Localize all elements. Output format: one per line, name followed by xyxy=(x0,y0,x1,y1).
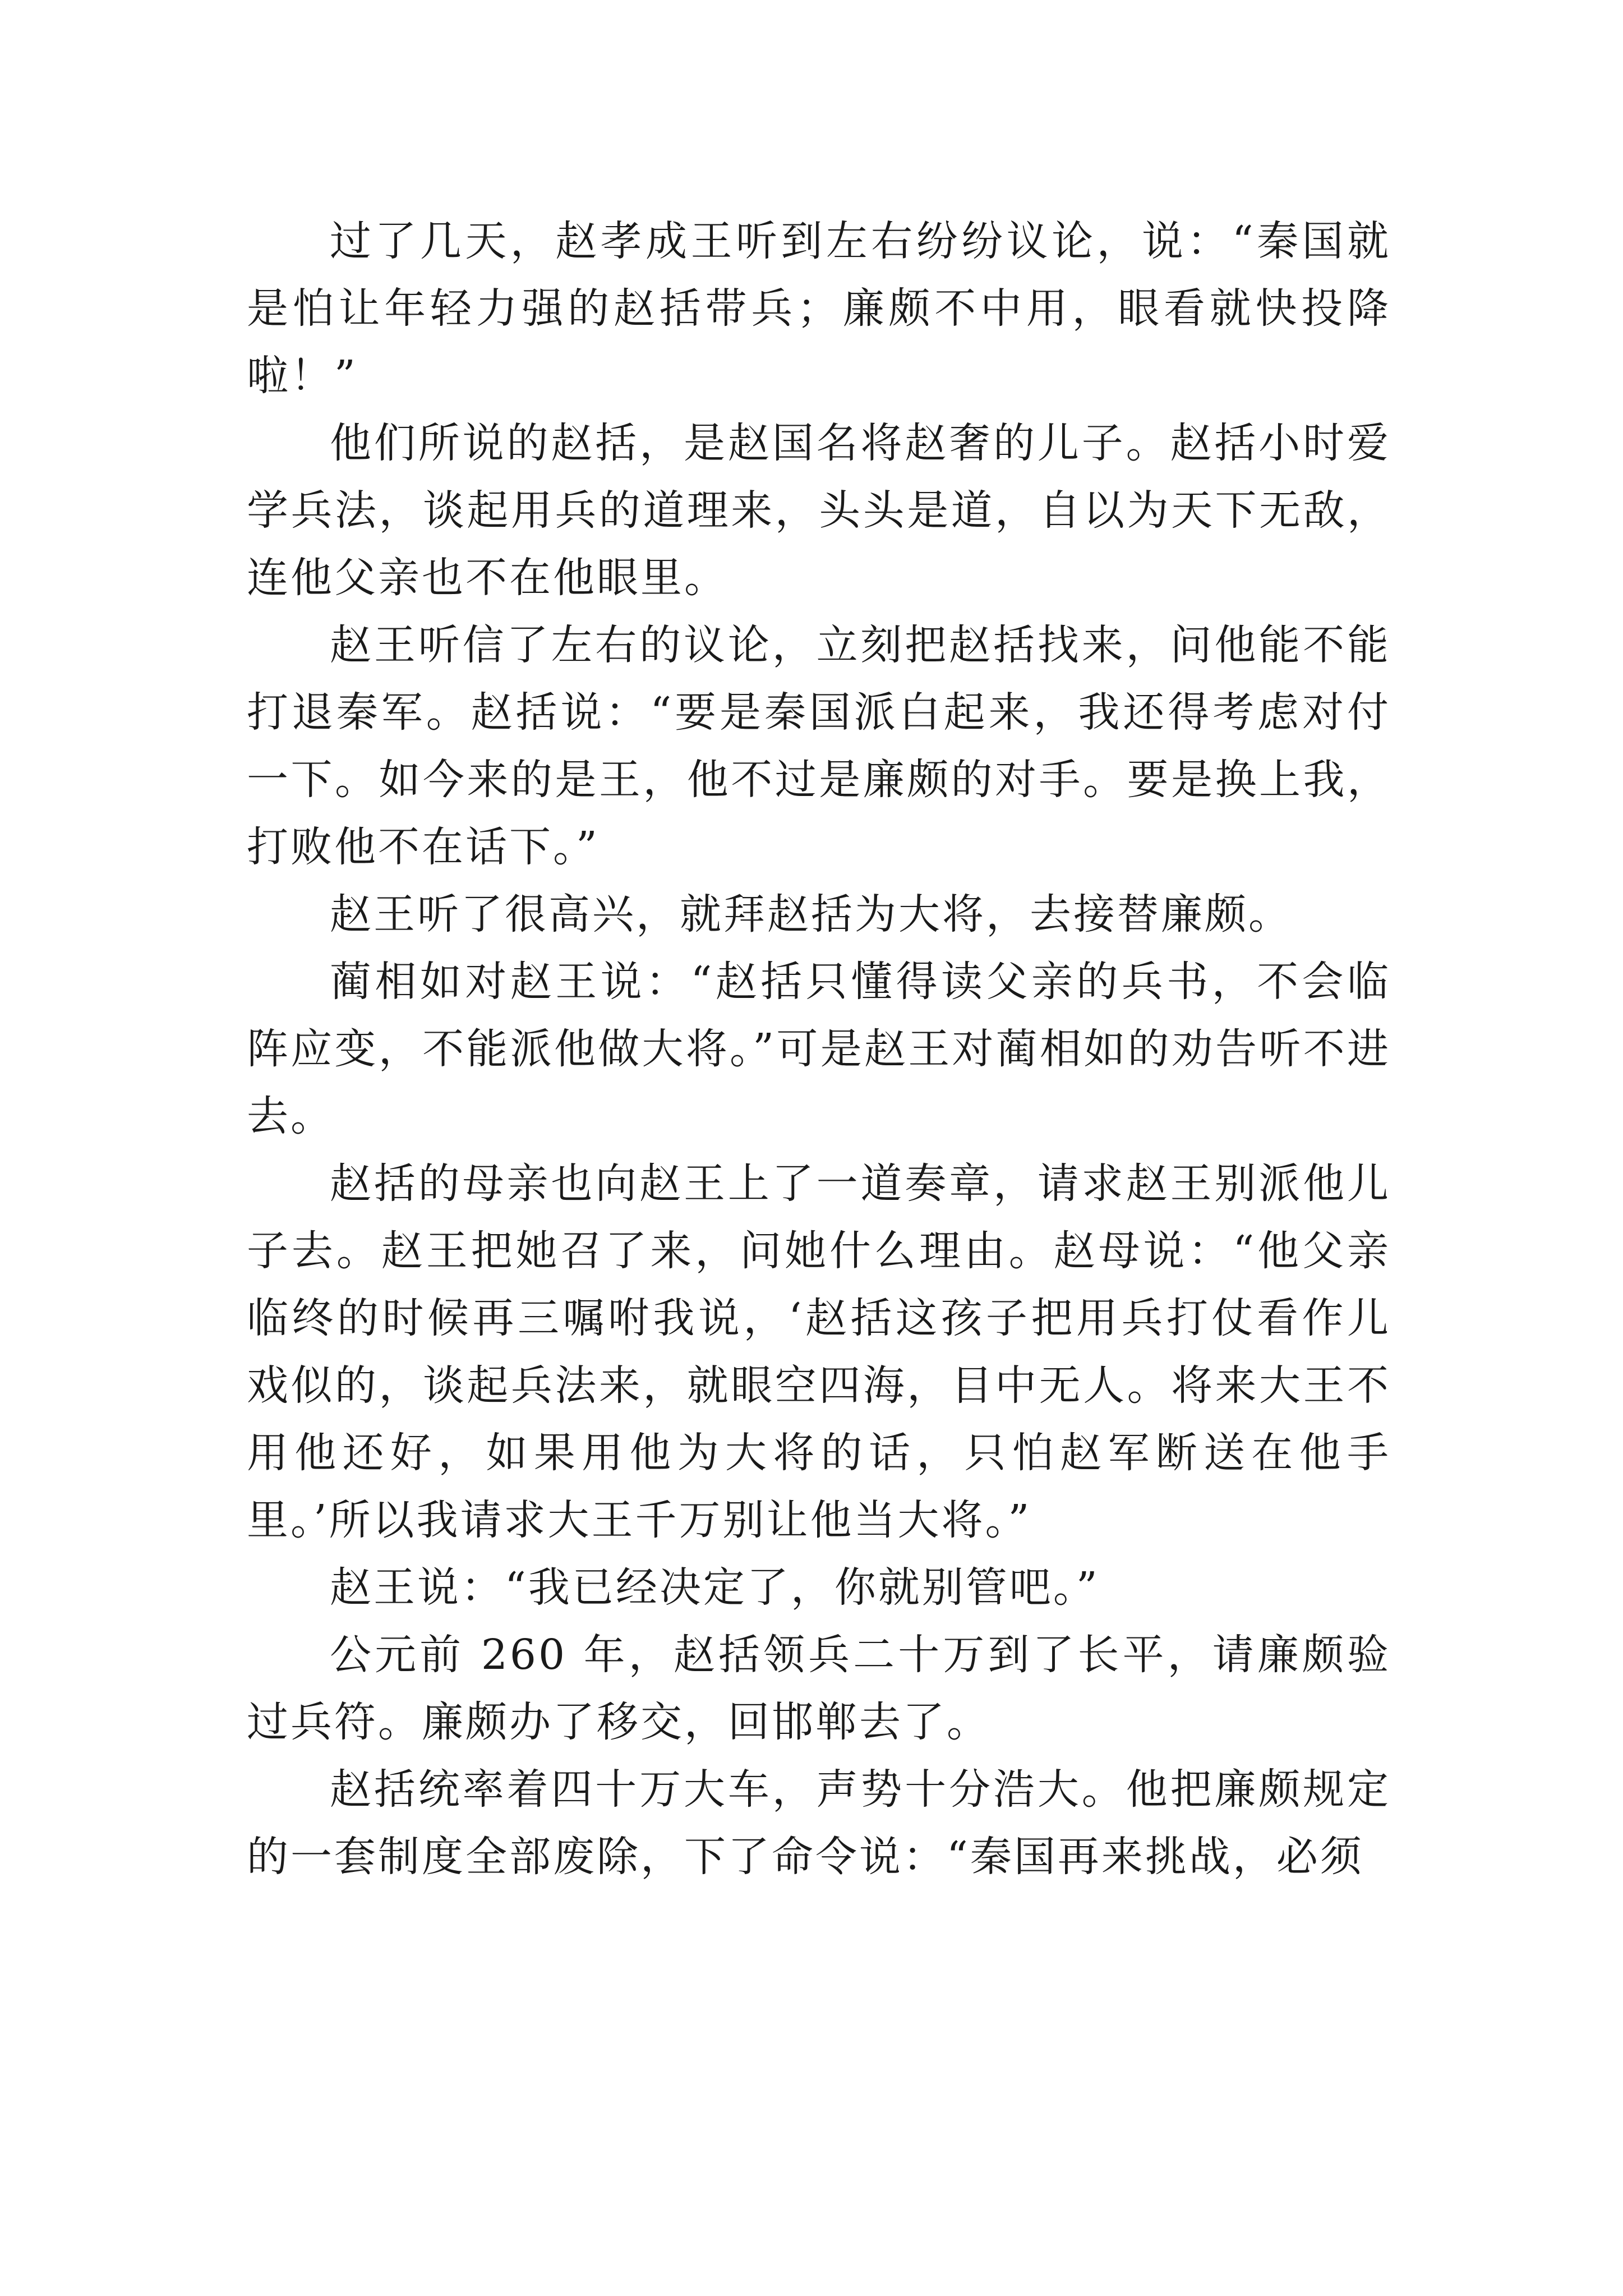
paragraph-9: 赵括统率着四十万大车，声势十分浩大。他把廉颇规定的一套制度全部废除，下了命令说：“秦国再来挑战，必须 xyxy=(247,1765,1391,1881)
body-text xyxy=(247,208,1391,1890)
paragraph-1: 过了几天，赵孝成王听到左右纷纷议论，说：“秦国就是怕让年轻力强的赵括带兵；廉颇不中用，眼看就快投降啦！” xyxy=(247,217,1391,400)
paragraph-8: 公元前 260 年，赵括领兵二十万到了长平，请廉颇验过兵符。廉颇办了移交，回邯郸去了。 xyxy=(247,1631,1391,1746)
paragraph-3: 赵王听信了左右的议论，立刻把赵括找来，问他能不能打退秦军。赵括说：“要是秦国派白起来，我还得考虑对付一下。如今来的是王，他不过是廉颇的对手。要是换上我，打败他不在话下。” xyxy=(247,621,1391,871)
paragraph-5: 蔺相如对赵王说：“赵括只懂得读父亲的兵书，不会临阵应变，不能派他做大将。”可是赵王对蔺相如的劝告听不进去。 xyxy=(247,958,1391,1140)
paragraph-2: 他们所说的赵括，是赵国名将赵奢的儿子。赵括小时爱学兵法，谈起用兵的道理来，头头是道，自以为天下无敌，连他父亲也不在他眼里。 xyxy=(247,419,1391,602)
paragraph-4: 赵王听了很高兴，就拜赵括为大将，去接替廉颇。 xyxy=(330,890,1292,938)
paragraph-6: 赵括的母亲也向赵王上了一道奏章，请求赵王别派他儿子去。赵王把她召了来，问她什么理由。赵母说：“他父亲临终的时候再三嘱咐我说，‘赵括这孩子把用兵打仗看作儿戏似的，谈起兵法来，就眼空四海，目中无人。将来大王不用他还好，如果用他为大将的话，只怕赵军断送在他手里。’所以我请求大王千万别让他当大将。” xyxy=(247,1159,1391,1544)
paragraph-7: 赵王说：“我已经决定了，你就别管吧。” xyxy=(330,1563,1100,1612)
